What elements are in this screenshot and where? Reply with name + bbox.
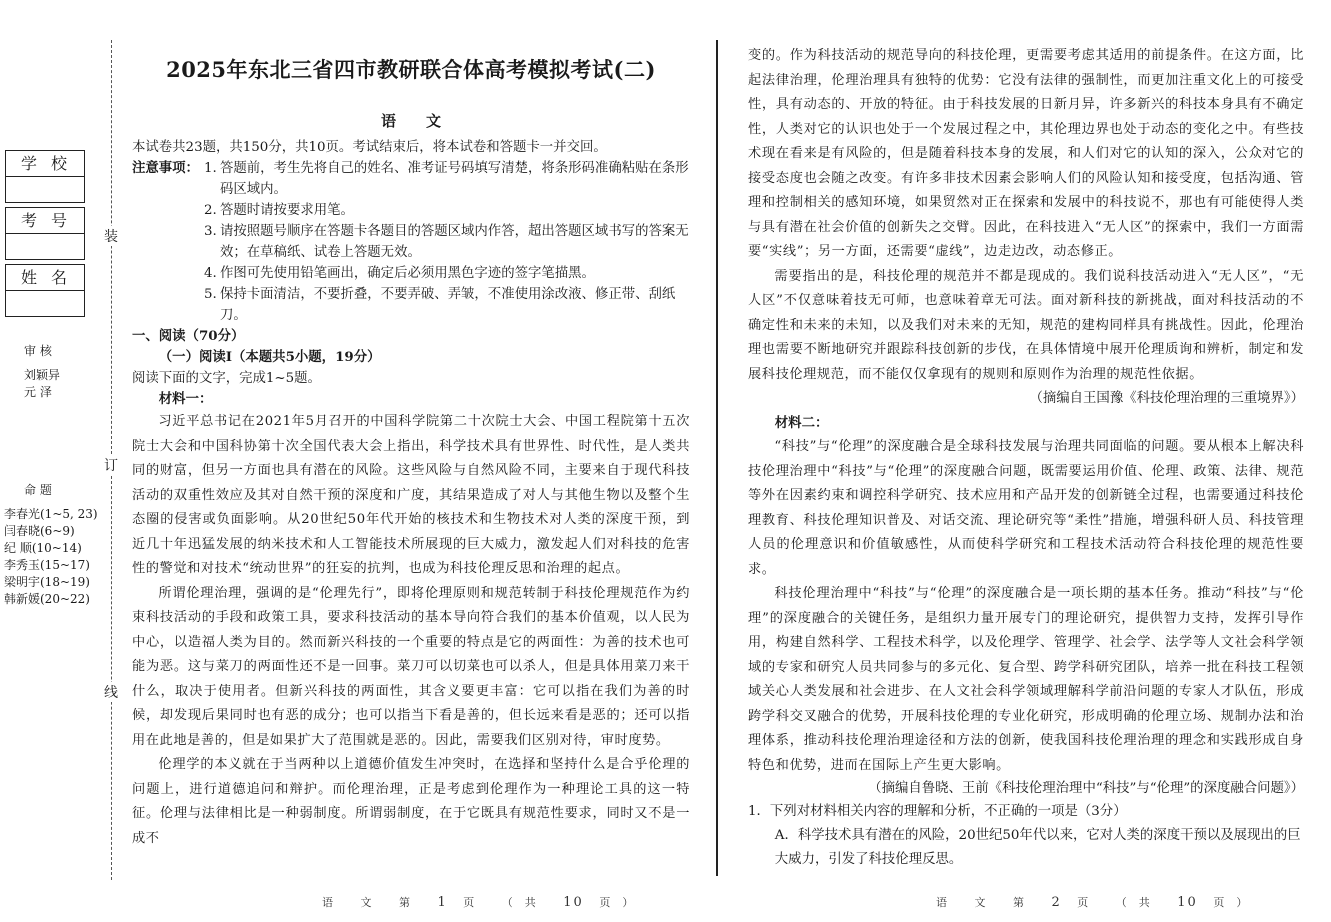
subject-title: 语文 xyxy=(380,112,471,130)
question-1: 1．下列对材料相关内容的理解和分析，不正确的一项是（3分） xyxy=(748,804,1127,819)
notice-item: 1. 答题前，考生先将自己的姓名、准考证号码填写清楚，将条形码准确粘贴在条形码区域内。 xyxy=(204,158,690,200)
material-2-para: “科技”与“伦理”的深度融合是全球科技发展与治理共同面临的问题。要从根本上解决科技伦理治理中“科技”与“伦理”的深度融合问题，既需要运用价值、伦理、政策、法律、规范等外在因素约束和调控科学研究、技术应用和产品开发的创新链全过程，也需要通过科技伦理教育、科技伦理知识普及、对话交流、理论研究等“柔性”措施，增强科研人员、科技管理人员的伦理意识和价值敏感性，从而使科学研究和工程技术活动符合科技伦理的规范性要求。 xyxy=(748,439,1304,577)
page-divider xyxy=(716,40,718,876)
author-3: 纪 顺(10~14) xyxy=(4,541,82,555)
page-total: 10 xyxy=(563,895,584,910)
footer-label: 语 文 第 xyxy=(936,896,1036,909)
question-1-option-a: A．科学技术具有潜在的风险，20世纪50年代以来，它对人类的深度干预以及展现出的巨大威力，引发了科技伦理反思。 xyxy=(774,828,1301,867)
material-1-source: （摘编自王国豫《科技伦理治理的三重境界》） xyxy=(1029,391,1304,406)
material-2-label: 材料二： xyxy=(774,415,829,431)
footer-label: 页） xyxy=(1213,896,1260,909)
notice-head: 注意事项： xyxy=(132,160,199,176)
exam-title: 2025年东北三省四市教研联合体高考模拟考试(二) xyxy=(166,57,656,82)
notice-text: 答题前，考生先将自己的姓名、准考证号码填写清楚，将条形码准确粘贴在条形码区域内。 xyxy=(220,161,689,197)
notice-item: 5. 保持卡面清洁，不要折叠，不要弄破、弄皱，不准使用涂改液、修正带、刮纸刀。 xyxy=(204,284,690,326)
material-1-para: 所谓伦理治理，强调的是“伦理先行”，即将伦理原则和规范转制于科技伦理规范作为约束科技活动的手段和政策工具，要求科技活动的基本导向符合我们的基本价值观，以人民为中心，以造福人类为目的。然而新兴科技的一个重要的特点是它的两面性：为善的技术也可能为恶。这与菜刀的两面性还不是一回事。菜刀可以切菜也可以杀人，但是具体用菜刀来干什么，取决于使用者。但新兴科技的两面性，其含义要更丰富：它可以指在我们为善的时候，却发现后果同时也有恶的成分；也可以指当下看是善的，但长远来看是恶的；还可以指用在此地是善的，但是如果扩大了范围就是恶的。因此，需要我们区别对待，审时度势。 xyxy=(132,585,690,748)
page-1 xyxy=(132,44,690,851)
page-1-footer xyxy=(322,894,645,910)
notice-text: 答题时请按要求用笔。 xyxy=(220,203,354,218)
exam-number-field xyxy=(5,207,85,260)
binding-strip xyxy=(0,0,128,922)
exam-number-label: 考号 xyxy=(6,208,84,234)
exam-number-blank xyxy=(6,234,84,259)
author-2: 闫春晓(6~9) xyxy=(4,524,75,538)
review-label: 审 核 xyxy=(24,344,52,358)
binding-char-xian: 线 xyxy=(103,682,119,702)
reviewer-2: 元 泽 xyxy=(24,385,52,399)
page-2 xyxy=(748,44,1304,872)
school-field xyxy=(5,150,85,203)
section-reading: 一、阅读（70分） xyxy=(132,328,245,344)
page-total: 10 xyxy=(1177,895,1198,910)
notice-item: 4. 作图可先使用铅笔画出，确定后必须用黑色字迹的签字笔描黑。 xyxy=(204,263,690,284)
material-2-para: 科技伦理治理中“科技”与“伦理”的深度融合是一项长期的基本任务。推动“科技”与“伦理”的深度融合的关键任务，是组织力量开展专门的理论研究，提供智力支持，发挥引导作用，构建自然科学、工程技术科学，以及伦理学、管理学、社会学、法学等人文社会科学领域的专家和研究人员共同参与的多元化、复合型、跨学科研究团队，培养一批在科技工程领域关心人类发展和社会进步、在人文社会科学领域理解科学前沿问题的专家人才队伍，形成跨学科交叉融合的优势，开展科技伦理的专业化研究，形成明确的伦理立场、规制办法和治理体系，推动科技伦理治理途径和方法的创新，使我国科技伦理治理的理念和实践形成自身特色和优势，进而在国际上产生更大影响。 xyxy=(748,586,1304,773)
notice-section xyxy=(132,158,690,326)
material-2-source: （摘编自鲁晓、王前《科技伦理治理中“科技”与“伦理”的深度融合问题》） xyxy=(868,781,1304,796)
binding-char-zhuang: 装 xyxy=(103,226,119,246)
name-blank xyxy=(6,291,84,316)
name-label: 姓名 xyxy=(6,265,84,291)
notice-list xyxy=(204,158,690,326)
page-number: 1 xyxy=(437,895,448,910)
reviewer-1: 刘颖异 xyxy=(24,368,61,382)
author-5: 梁明宇(18~19) xyxy=(4,575,90,589)
binding-char-ding: 订 xyxy=(103,455,119,475)
material-1-para-cont: 变的。作为科技活动的规范导向的科技伦理，更需要考虑其适用的前提条件。在这方面，比起法律治理，伦理治理具有独特的优势：它没有法律的强制性，而更加注重文化上的可接受性，具有动态的、开放的特征。由于科技发展的日新月异，许多新兴的科技本身具有不确定性，人类对它的认识也处于一个发展过程之中，其伦理边界也处于动态的变化之中。有些技术现在看来是有风险的，但是随着科技本身的发展，和人们对它的认知的深入，公众对它的接受态度也会随之改变。有许多非技术因素会影响人们的风险认知和接受度，包括沟通、管理和控制相关的感知环境，如果贸然对正在探索和发展中的科技说不，那也有可能使得人类与具有潜在社会价值的创新失之交臂。因此，在科技进入“无人区”的探索中，我们一方面需要“实线”；另一方面，还需要“虚线”，边走边改，动态修正。 xyxy=(748,48,1304,259)
notice-item: 2. 答题时请按要求用笔。 xyxy=(204,200,690,221)
notice-text: 保持卡面清洁，不要折叠，不要弄破、弄皱，不准使用涂改液、修正带、刮纸刀。 xyxy=(220,287,676,323)
author-4: 李秀玉(15~17) xyxy=(4,558,90,572)
material-1-para: 伦理学的本义就在于当两种以上道德价值发生冲突时，在选择和坚持什么是合乎伦理的问题上，进行道德追问和辩护。而伦理治理，正是考虑到伦理作为一种理论工具的这一特征。伦理与法律相比是一种弱制度。所谓弱制度，在于它既具有规范性要求，同时又不是一成不 xyxy=(132,757,690,846)
footer-label: 页） xyxy=(599,896,646,909)
exam-intro: 本试卷共23题，共150分，共10页。考试结束后，将本试卷和答题卡一并交回。 xyxy=(132,140,607,155)
page-number: 2 xyxy=(1051,895,1062,910)
author-1: 李春光(1~5, 23) xyxy=(4,507,98,521)
school-label: 学校 xyxy=(6,151,84,177)
notice-text: 作图可先使用铅笔画出，确定后必须用黑色字迹的签字笔描黑。 xyxy=(220,266,595,281)
section-reading-1: （一）阅读Ⅰ（本题共5小题，19分） xyxy=(158,349,381,365)
material-1-para: 需要指出的是，科技伦理的规范并不都是现成的。我们说科技活动进入“无人区”，“无人区”不仅意味着技无可师，也意味着章无可法。面对新科技的新挑战，面对科技活动的不确定性和未来的未知，以及我们对未来的无知，规范的建构同样具有挑战性。因此，伦理治理也需要不断地研究并跟踪科技创新的步伐，在具体情境中展开伦理质询和辨析，制定和发展科技伦理规范，而不能仅仅拿现有的规则和原则作为治理的规范性依据。 xyxy=(748,268,1304,382)
material-1-label: 材料一： xyxy=(158,391,213,407)
notice-item: 3. 请按照题号顺序在答题卡各题目的答题区域内作答，超出答题区域书写的答案无效；在草稿纸、试卷上答题无效。 xyxy=(204,221,690,263)
footer-label: 页 （共 xyxy=(1077,896,1162,909)
author-6: 韩新媛(20~22) xyxy=(4,592,90,606)
footer-label: 语 文 第 xyxy=(322,896,422,909)
name-field xyxy=(5,264,85,317)
authors-label: 命 题 xyxy=(24,483,52,497)
footer-label: 页 （共 xyxy=(463,896,548,909)
notice-text: 请按照题号顺序在答题卡各题目的答题区域内作答，超出答题区域书写的答案无效；在草稿纸、试卷上答题无效。 xyxy=(220,224,689,260)
page-2-footer xyxy=(936,894,1259,910)
material-1-para: 习近平总书记在2021年5月召开的中国科学院第二十次院士大会、中国工程院第十五次院士大会和中国科协第十次全国代表大会上指出，科学技术具有世界性、时代性，是人类共同的财富，但另一方面也具有潜在的风险。这些风险与自然风险不同，主要来自于现代科技活动的双重性效应及其对自然干预的深度和广度，其结果造成了对人与其他生物以及整个生态圈的侵害或负面影响。从20世纪50年代开始的核技术和生物技术对人类的深度干预，到近几十年迅猛发展的纳米技术和人工智能技术所展现的巨大威力，激发起人们对科技的危害性的警觉和对技术“统动世界”的狂妄的抗判，也成为科技伦理反思和治理的起点。 xyxy=(132,414,690,576)
reading-instruction: 阅读下面的文字，完成1~5题。 xyxy=(132,371,321,386)
school-blank xyxy=(6,177,84,202)
